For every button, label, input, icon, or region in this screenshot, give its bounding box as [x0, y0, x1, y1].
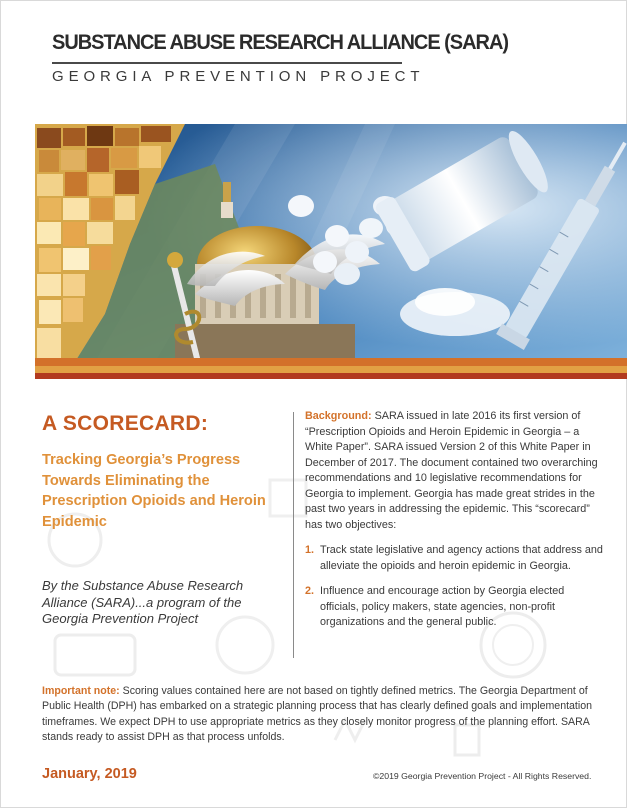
copyright-notice: ©2019 Georgia Prevention Project - All Rights Reserved.	[373, 771, 592, 781]
objective-item	[305, 543, 605, 574]
banner-stripe-orange	[35, 358, 627, 366]
header-rule	[52, 62, 402, 64]
scorecard-heading: A SCORECARD:	[42, 412, 209, 435]
objective-text: Track state legislative and agency actions that address and alleviate the opioids and heroin epidemic in Georgia.	[320, 544, 603, 572]
important-note-text: Scoring values contained here are not based on tightly defined metrics. The Georgia Department of Public Health (DPH) has embarked on a strategic planning process that has clearly defined goals and implementation timeframes. We expect DPH to use appropriate metrics as they closely monitor progress of the planning effort. SARA stands ready to assist DPH as that process unfolds.	[42, 685, 593, 743]
banner-stripe-red	[35, 373, 627, 379]
banner-illustration	[35, 124, 627, 362]
org-title: SUBSTANCE ABUSE RESEARCH ALLIANCE (SARA)	[52, 30, 509, 54]
project-title: GEORGIA PREVENTION PROJECT	[52, 68, 425, 85]
background-paragraph	[305, 409, 605, 533]
column-divider	[293, 412, 294, 658]
important-note	[42, 684, 602, 745]
publication-date: January, 2019	[42, 766, 137, 782]
objective-number: 1.	[305, 544, 315, 556]
banner-image	[35, 124, 627, 362]
report-subtitle: Tracking Georgia’s Progress Towards Eliminating the Prescription Opioids and Heroin Epidemic	[42, 452, 266, 530]
background-label: Background:	[305, 410, 372, 422]
important-note-label: Important note:	[42, 685, 120, 697]
objective-number: 2.	[305, 585, 315, 597]
objective-text: Influence and encourage action by Georgia elected officials, policy makers, state agencies, non-profit organizations and the general public.	[320, 585, 565, 628]
report-byline: By the Substance Abuse Research Alliance (SARA)...a program of the Georgia Prevention Project	[42, 578, 244, 626]
objective-item	[305, 584, 605, 631]
objectives-list	[305, 543, 605, 641]
background-text: SARA issued in late 2016 its first version of “Prescription Opioids and Heroin Epidemic in Georgia – a White Paper”. SARA issued Version 2 of this White Paper in December of 2017. The document contained two overarching recommendations and 10 legislative recommendations for Georgia to implement. Georgia has made great strides in the past two years in addressing the epidemic. This “scorecard” has two objectives:	[305, 410, 598, 531]
banner-stripe-gold	[35, 366, 627, 373]
